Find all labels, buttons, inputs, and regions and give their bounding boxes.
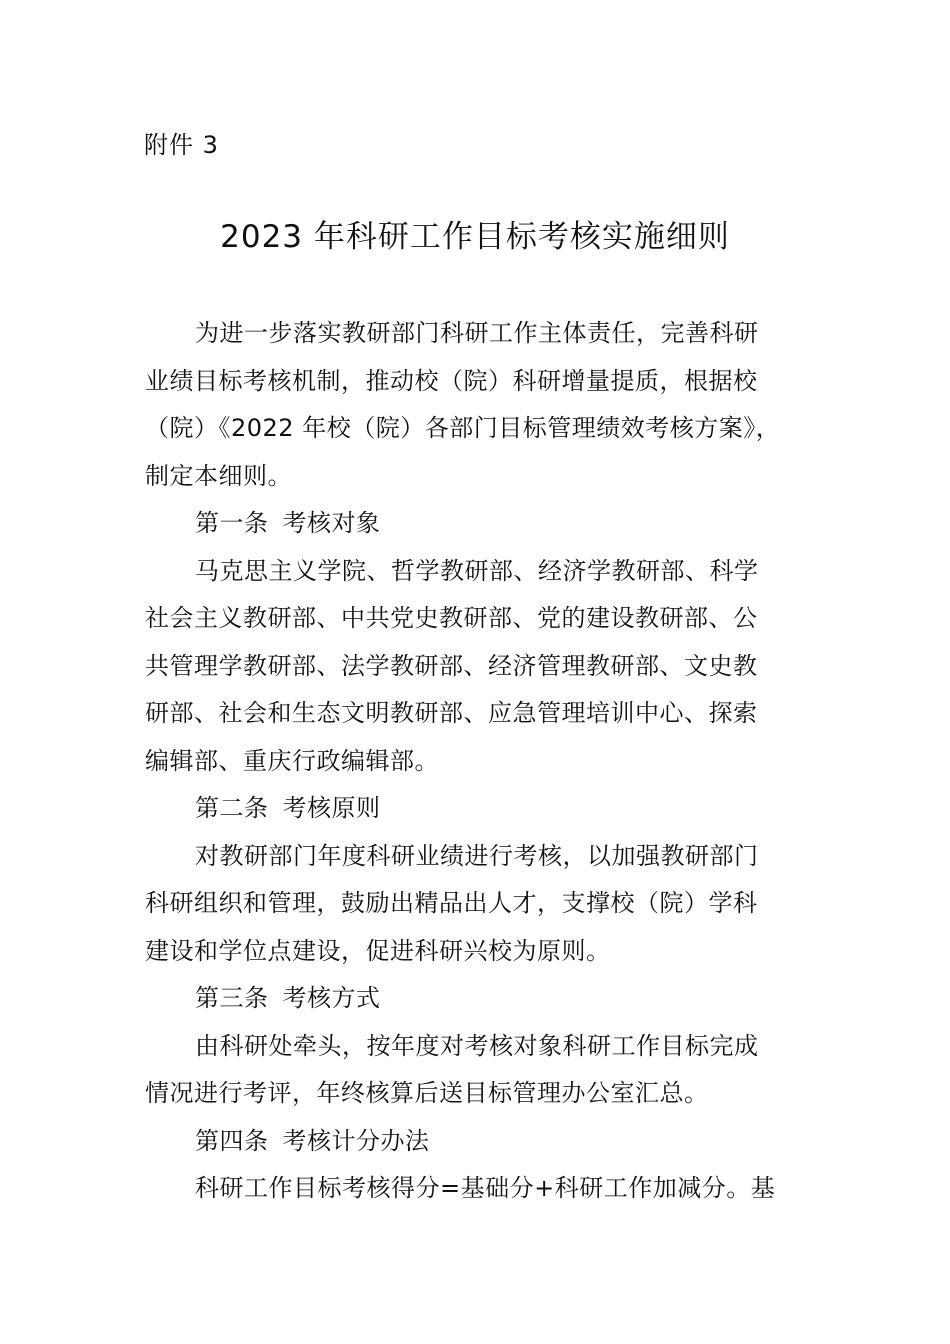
section-line: 由科研处牵头，按年度对考核对象科研工作目标完成 (195, 1031, 759, 1060)
section-line: 科研工作目标考核得分=基础分+科研工作加减分。基 (195, 1174, 776, 1202)
section-number: 第二条 (195, 794, 269, 822)
intro-line: 业绩目标考核机制，推动校（院）科研增量提质，根据校 (145, 366, 758, 395)
section-heading-text: 考核计分办法 (282, 1126, 430, 1155)
section-number: 第四条 (195, 1126, 269, 1155)
section-line: 马克思主义学院、哲学教研部、经济学教研部、科学 (195, 556, 759, 585)
section-heading (145, 975, 810, 1023)
section-line: 科研组织和管理，鼓励出精品出人才，支撑校（院）学科 (145, 889, 758, 917)
section-heading-text: 考核对象 (282, 509, 381, 537)
section-line: 研部、社会和生态文明教研部、应急管理培训中心、探索 (145, 699, 758, 727)
intro-line: 为进一步落实教研部门科研工作主体责任，完善科研 (195, 319, 759, 347)
section-line: 共管理学教研部、法学教研部、经济管理教研部、文史教 (145, 651, 758, 680)
section-heading-text: 考核方式 (282, 984, 381, 1012)
section-number: 第一条 (195, 509, 269, 537)
section-heading (145, 1118, 810, 1166)
section-heading (145, 785, 810, 833)
section-number: 第三条 (195, 984, 269, 1012)
section-line: 社会主义教研部、中共党史教研部、党的建设教研部、公 (145, 604, 758, 632)
section-line: 建设和学位点建设，促进科研兴校为原则。 (145, 936, 611, 965)
intro-line: （院）《2022 年校（院）各部门目标管理绩效考核方案》， (145, 414, 781, 442)
document-title: 2023 年科研工作目标考核实施细则 (220, 219, 730, 255)
document-body (145, 310, 810, 1213)
section-heading-text: 考核原则 (282, 794, 381, 822)
section-line: 对教研部门年度科研业绩进行考核，以加强教研部门 (195, 841, 759, 870)
section-line: 编辑部、重庆行政编辑部。 (145, 746, 439, 775)
intro-line: 制定本细则。 (145, 461, 292, 490)
section-line: 情况进行考评，年终核算后送目标管理办公室汇总。 (145, 1079, 709, 1107)
section-heading (145, 500, 810, 548)
attachment-label: 附件 3 (144, 131, 219, 159)
